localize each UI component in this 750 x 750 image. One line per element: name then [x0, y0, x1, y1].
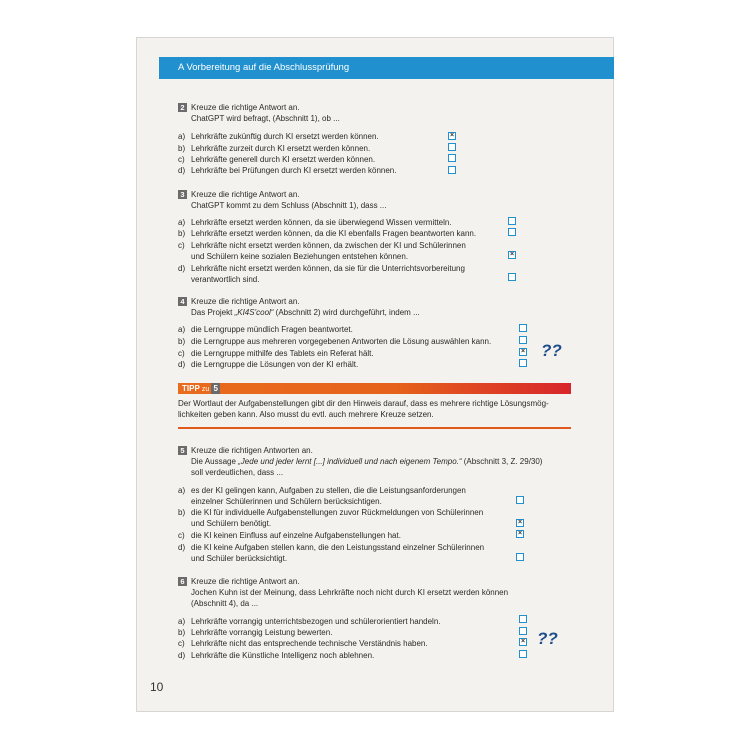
option-letter: b)	[178, 628, 186, 637]
answer-checkbox[interactable]	[519, 336, 527, 344]
option-letter: d)	[178, 651, 186, 660]
answer-checkbox[interactable]	[516, 553, 524, 561]
option-text: Lehrkräfte zurzeit durch KI ersetzt werden können.	[191, 144, 371, 153]
option-text: Lehrkräfte ersetzt werden können, da die KI ebenfalls Fragen beantworten kann.	[191, 229, 477, 238]
option-letter: c)	[178, 531, 185, 540]
option-letter: a)	[178, 218, 186, 227]
option-text: und Schülern keine sozialen Beziehungen entstehen können.	[191, 252, 409, 261]
option-letter: a)	[178, 325, 186, 334]
question-stem: ChatGPT wird befragt, (Abschnitt 1), ob ...	[191, 114, 340, 123]
option-letter: d)	[178, 360, 186, 369]
answer-checkbox[interactable]	[519, 615, 527, 623]
page-number: 10	[150, 680, 164, 694]
option-letter: d)	[178, 543, 186, 552]
option-text: Lehrkräfte vorrangig Leistung bewerten.	[191, 628, 333, 637]
question-number: 6	[178, 577, 187, 586]
option-text: und Schüler berücksichtigt.	[191, 554, 288, 563]
question-prompt: Kreuze die richtige Antwort an.	[191, 190, 300, 199]
question-stem: Die Aussage „Jede und jeder lernt [...] individuell und nach eigenem Tempo.“ (Abschnitt 3, Z. 29/30)	[191, 457, 543, 466]
answer-checkbox[interactable]: ×	[517, 530, 523, 537]
option-letter: c)	[178, 241, 185, 250]
answer-checkbox[interactable]	[519, 324, 527, 332]
answer-checkbox[interactable]: ×	[449, 132, 455, 139]
option-letter: d)	[178, 264, 186, 273]
question-stem: soll verdeutlichen, dass ...	[191, 468, 284, 477]
question-number: 5	[178, 446, 187, 455]
question-prompt: Kreuze die richtigen Antworten an.	[191, 446, 313, 455]
option-text: Lehrkräfte generell durch KI ersetzt werden können.	[191, 155, 376, 164]
answer-checkbox[interactable]: ×	[520, 348, 526, 355]
option-text: die Lerngruppe aus mehreren vorgegebenen Antworten die Lösung auswählen kann.	[191, 337, 492, 346]
option-text: die Lerngruppe mithilfe des Tablets ein Referat hält.	[191, 349, 374, 358]
answer-checkbox[interactable]	[519, 627, 527, 635]
question-marks-annotation: ??	[541, 341, 562, 360]
question-stem: (Abschnitt 4), da ...	[191, 599, 259, 608]
question-number: 3	[178, 190, 187, 199]
section-header: A Vorbereitung auf die Abschlussprüfung	[159, 57, 614, 79]
option-text: einzelner Schülerinnen und Schülern berücksichtigen.	[191, 497, 382, 506]
answer-checkbox[interactable]	[508, 228, 516, 236]
option-text: Lehrkräfte nicht das entsprechende technische Verständnis haben.	[191, 639, 428, 648]
answer-checkbox[interactable]	[519, 359, 527, 367]
option-letter: a)	[178, 617, 186, 626]
question-marks-annotation: ??	[537, 629, 558, 648]
question-number: 2	[178, 103, 187, 112]
answer-checkbox[interactable]	[508, 217, 516, 225]
question-number: 4	[178, 297, 187, 306]
answer-checkbox[interactable]	[516, 496, 524, 504]
option-text: Lehrkräfte nicht ersetzt werden können, da zwischen der KI und Schülerinnen	[191, 241, 466, 250]
answer-checkbox[interactable]: ×	[509, 251, 515, 258]
option-letter: a)	[178, 486, 186, 495]
option-text: Lehrkräfte ersetzt werden können, da sie überwiegend Wissen vermitteln.	[191, 218, 452, 227]
option-text: die KI keine Aufgaben stellen kann, die den Leistungsstand einzelner Schülerinnen	[191, 543, 485, 552]
option-letter: c)	[178, 639, 185, 648]
option-text: die KI für individuelle Aufgabenstellungen zuvor Rückmeldungen von Schülerinnen	[191, 508, 484, 517]
question-stem: Das Projekt „KI4S'cool“ (Abschnitt 2) wird durchgeführt, indem ...	[191, 308, 420, 317]
option-text: die Lerngruppe mündlich Fragen beantwortet.	[191, 325, 353, 334]
option-letter: a)	[178, 132, 186, 141]
tip-divider	[178, 427, 571, 429]
question-stem: ChatGPT kommt zu dem Schluss (Abschnitt 1), dass ...	[191, 201, 387, 210]
question-prompt: Kreuze die richtige Antwort an.	[191, 103, 300, 112]
option-text: Lehrkräfte vorrangig unterrichtsbezogen und schülerorientiert handeln.	[191, 617, 441, 626]
answer-checkbox[interactable]	[448, 143, 456, 151]
option-text: und Schülern benötigt.	[191, 519, 272, 528]
option-letter: b)	[178, 229, 186, 238]
answer-checkbox[interactable]: ×	[520, 638, 526, 645]
option-text: die KI keinen Einfluss auf einzelne Aufgabenstellungen hat.	[191, 531, 401, 540]
question-prompt: Kreuze die richtige Antwort an.	[191, 297, 300, 306]
tip-banner	[178, 383, 571, 394]
option-text: Lehrkräfte zukünftig durch KI ersetzt werden können.	[191, 132, 379, 141]
answer-checkbox[interactable]	[448, 166, 456, 174]
tip-text: lichkeiten geben kann. Also musst du evtl. auch mehrere Kreuze setzen.	[178, 410, 434, 419]
question-prompt: Kreuze die richtige Antwort an.	[191, 577, 300, 586]
tip-text: Der Wortlaut der Aufgabenstellungen gibt dir den Hinweis darauf, dass es mehrere richtige Lösungsmög-	[178, 399, 549, 408]
answer-checkbox[interactable]	[508, 273, 516, 281]
option-text: Lehrkräfte die Künstliche Intelligenz noch ablehnen.	[191, 651, 375, 660]
option-text: die Lerngruppe die Lösungen von der KI erhält.	[191, 360, 359, 369]
answer-checkbox[interactable]	[519, 650, 527, 658]
tip-label: TIPP zu 5	[182, 383, 220, 395]
option-text: verantwortlich sind.	[191, 275, 260, 284]
option-letter: b)	[178, 508, 186, 517]
option-text: Lehrkräfte nicht ersetzt werden können, da sie für die Unterrichtsvorbereitung	[191, 264, 465, 273]
option-letter: b)	[178, 144, 186, 153]
option-text: es der KI gelingen kann, Aufgaben zu stellen, die die Leistungsanforderungen	[191, 486, 466, 495]
question-stem: Jochen Kuhn ist der Meinung, dass Lehrkräfte noch nicht durch KI ersetzt werden können	[191, 588, 509, 597]
option-letter: c)	[178, 155, 185, 164]
option-letter: d)	[178, 166, 186, 175]
option-letter: c)	[178, 349, 185, 358]
answer-checkbox[interactable]: ×	[517, 519, 523, 526]
answer-checkbox[interactable]	[448, 154, 456, 162]
option-text: Lehrkräfte bei Prüfungen durch KI ersetzt werden können.	[191, 166, 397, 175]
option-letter: b)	[178, 337, 186, 346]
